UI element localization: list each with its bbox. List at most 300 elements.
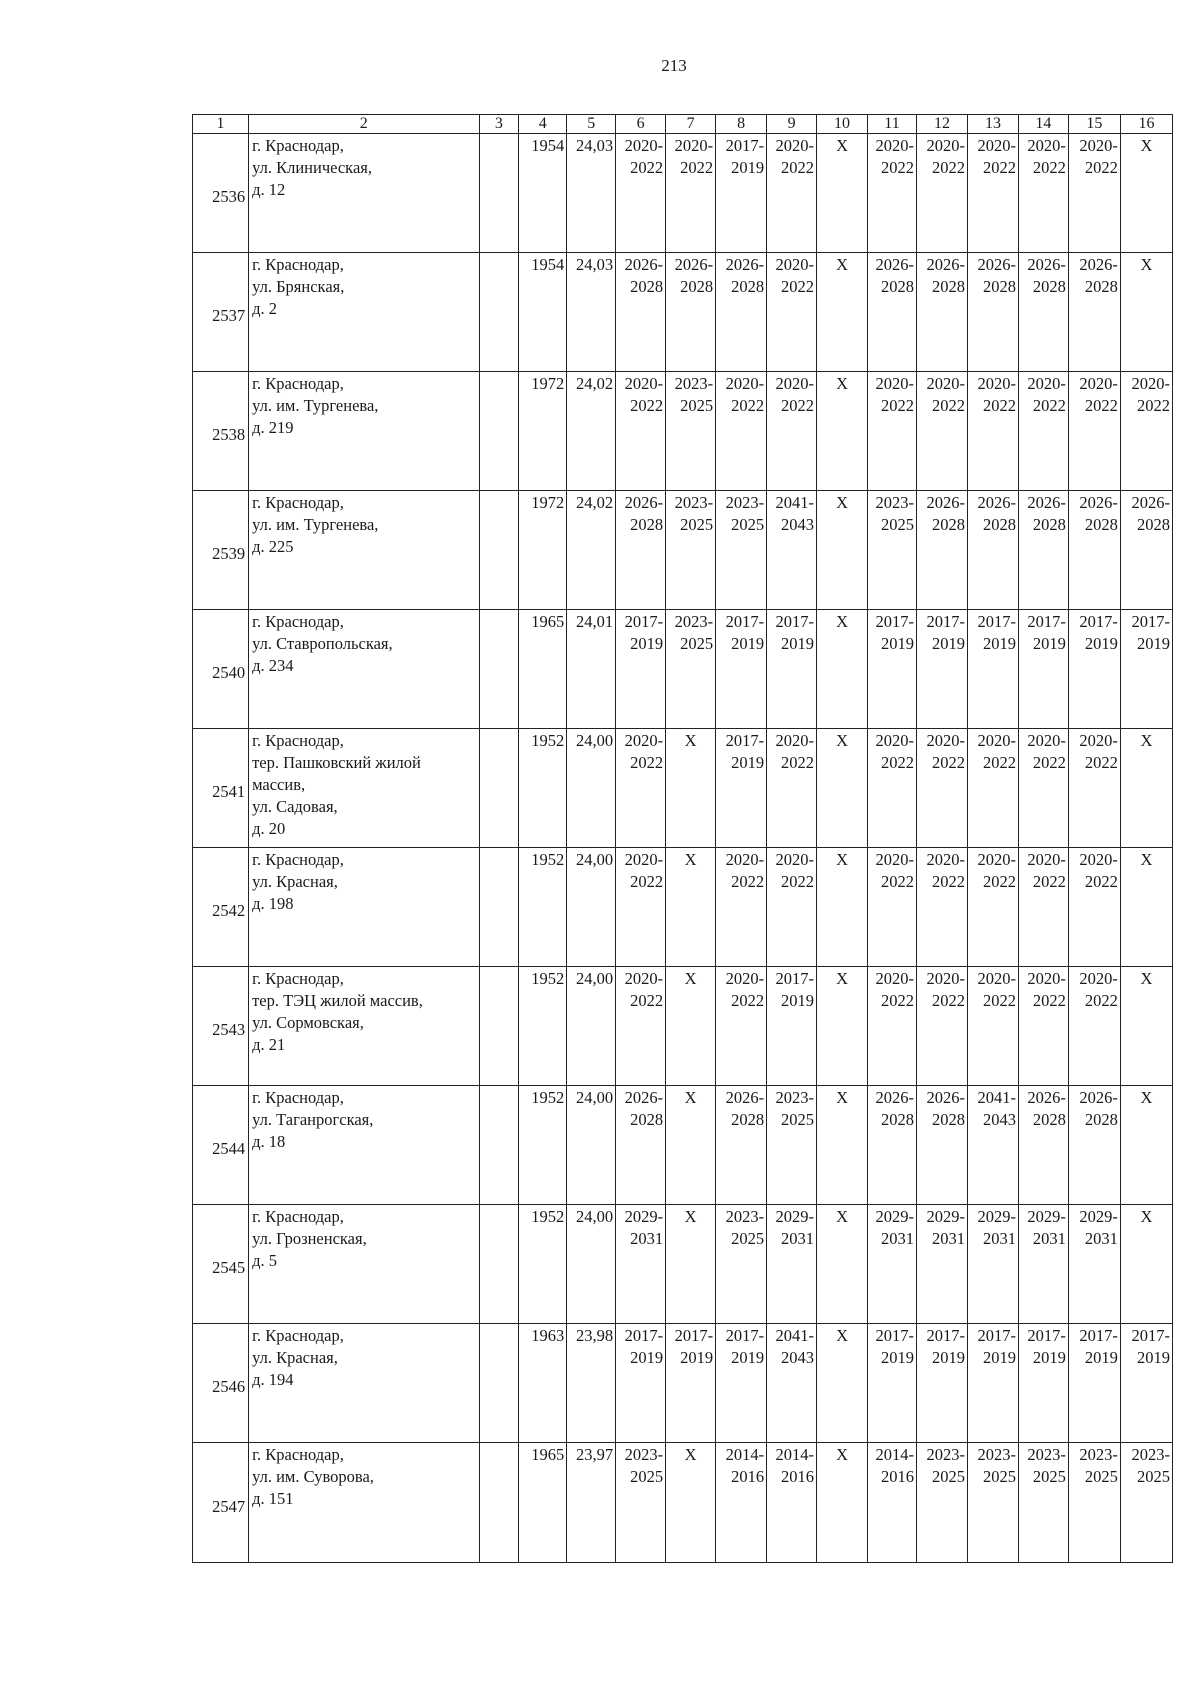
period-cell <box>916 491 967 610</box>
row-number-cell <box>193 1086 249 1205</box>
period-cell <box>1018 1086 1068 1205</box>
period-cell-text: 2020- 2022 <box>624 850 664 891</box>
row-number-cell-text: 2547 <box>212 1496 246 1516</box>
period-cell-text: 2023- 2025 <box>624 1445 664 1486</box>
period-cell <box>868 967 917 1086</box>
period-cell-text: Х <box>1140 731 1153 750</box>
year-cell-text: 1952 <box>531 969 565 988</box>
year-cell-text: 1952 <box>531 850 565 869</box>
period-cell-text: 2020- 2022 <box>725 969 765 1010</box>
period-cell <box>716 1324 767 1443</box>
period-cell-text: 2020- 2022 <box>926 136 965 177</box>
period-cell <box>868 1205 917 1324</box>
period-cell-text: 2020- 2022 <box>775 136 815 177</box>
period-cell-text: 2023- 2025 <box>674 493 714 534</box>
period-cell-text: 2029- 2031 <box>1027 1207 1066 1248</box>
period-cell-text: Х <box>1140 1088 1153 1107</box>
header-cell: 3 <box>479 115 519 134</box>
header-cell: 7 <box>666 115 716 134</box>
year-cell <box>519 1205 567 1324</box>
period-cell <box>1120 729 1172 848</box>
row-number-cell <box>193 253 249 372</box>
period-cell-text: Х <box>836 731 848 750</box>
period-cell-text: 2020- 2022 <box>875 850 914 891</box>
period-cell-text: 2017- 2019 <box>1079 612 1118 653</box>
year-cell-text: 1952 <box>531 1207 565 1226</box>
period-cell-text: 2020- 2022 <box>875 136 914 177</box>
period-cell <box>716 1086 767 1205</box>
period-cell-text: 2026- 2028 <box>875 255 914 296</box>
period-cell-text: 2020- 2022 <box>1079 374 1118 415</box>
period-cell-text: Х <box>1140 850 1153 869</box>
address-cell-text: г. Краснодар, ул. им. Суворова, д. 151 <box>252 1445 374 1508</box>
period-cell-text: 2029- 2031 <box>775 1207 815 1248</box>
period-cell-text: 2020- 2022 <box>775 374 815 415</box>
period-cell <box>1018 610 1068 729</box>
period-cell-text: 2020- 2022 <box>1027 969 1066 1010</box>
period-cell-text: 2023- 2025 <box>1079 1445 1118 1486</box>
row-number-cell-text: 2544 <box>212 1139 246 1158</box>
period-cell <box>817 610 868 729</box>
period-cell-text: 2026- 2028 <box>926 255 965 296</box>
period-cell <box>716 372 767 491</box>
address-cell <box>249 253 479 372</box>
period-cell <box>1068 372 1120 491</box>
period-cell-text: 2026- 2028 <box>1027 493 1066 534</box>
period-cell <box>616 610 666 729</box>
period-cell-text: 2026- 2028 <box>1027 255 1066 296</box>
value-cell <box>567 134 616 253</box>
value-cell <box>567 729 616 848</box>
period-cell-text: 2041- 2043 <box>977 1088 1016 1129</box>
period-cell <box>616 848 666 967</box>
table-row <box>193 1086 1173 1205</box>
period-cell-text: 2029- 2031 <box>1079 1207 1118 1248</box>
value-cell <box>567 1443 616 1563</box>
period-cell-text: 2017- 2019 <box>926 1326 965 1367</box>
period-cell <box>666 610 716 729</box>
period-cell-text: 2020- 2022 <box>1027 374 1066 415</box>
period-cell <box>1068 610 1120 729</box>
period-cell-text: 2017- 2019 <box>775 969 815 1010</box>
period-cell-text: 2023- 2025 <box>674 612 714 653</box>
period-cell <box>1068 1443 1120 1563</box>
period-cell-text: 2020- 2022 <box>1027 850 1066 891</box>
row-number-cell-text: 2536 <box>212 187 246 206</box>
period-cell <box>1120 848 1172 967</box>
period-cell-text: 2026- 2028 <box>1079 1088 1118 1129</box>
period-cell <box>916 1324 967 1443</box>
period-cell-text: 2020- 2022 <box>624 374 664 415</box>
header-cell: 4 <box>519 115 567 134</box>
period-cell <box>666 1324 716 1443</box>
header-cell: 11 <box>868 115 917 134</box>
period-cell-text: 2017- 2019 <box>1027 1326 1066 1367</box>
period-cell-text: Х <box>1140 255 1153 274</box>
period-cell <box>817 491 868 610</box>
period-cell <box>868 1086 917 1205</box>
period-cell-text: 2026- 2028 <box>1079 493 1118 534</box>
year-cell <box>519 1443 567 1563</box>
address-cell <box>249 967 479 1086</box>
period-cell <box>666 729 716 848</box>
period-cell-text: 2020- 2022 <box>725 374 765 415</box>
period-cell-text: 2023- 2025 <box>977 1445 1016 1486</box>
period-cell <box>1068 134 1120 253</box>
period-cell <box>767 610 817 729</box>
period-cell-text: 2023- 2025 <box>1027 1445 1066 1486</box>
value-cell-text: 24,00 <box>576 1207 614 1226</box>
address-cell <box>249 491 479 610</box>
period-cell-text: Х <box>836 1088 848 1107</box>
period-cell <box>967 134 1018 253</box>
period-cell-text: 2020- 2022 <box>1079 136 1118 177</box>
period-cell <box>916 848 967 967</box>
period-cell <box>1018 1324 1068 1443</box>
table-row <box>193 134 1173 253</box>
period-cell-text: 2017- 2019 <box>725 731 765 772</box>
value-cell-text: 24,00 <box>576 1088 614 1107</box>
table-row <box>193 967 1173 1086</box>
period-cell <box>1120 1324 1172 1443</box>
period-cell-text: Х <box>836 374 848 393</box>
period-cell <box>1068 1086 1120 1205</box>
address-cell-text: г. Краснодар, ул. Таганрогская, д. 18 <box>252 1088 374 1151</box>
value-cell-text: 24,03 <box>576 136 614 155</box>
period-cell <box>967 848 1018 967</box>
column-3-cell <box>479 610 519 729</box>
row-number-cell <box>193 848 249 967</box>
period-cell-text: 2020- 2022 <box>624 136 664 177</box>
row-number-cell-text: 2539 <box>212 544 246 563</box>
address-cell <box>249 729 479 848</box>
period-cell-text: 2026- 2028 <box>875 1088 914 1129</box>
period-cell-text: 2020- 2022 <box>725 850 765 891</box>
period-cell <box>666 134 716 253</box>
year-cell <box>519 134 567 253</box>
period-cell-text: 2020- 2022 <box>926 731 965 772</box>
value-cell-text: 24,00 <box>576 731 614 750</box>
row-number-cell-text: 2540 <box>212 663 246 682</box>
period-cell-text: 2020- 2022 <box>1079 850 1118 891</box>
header-cell: 10 <box>817 115 868 134</box>
period-cell-text: 2017- 2019 <box>977 1326 1016 1367</box>
period-cell-text: 2026- 2028 <box>926 493 965 534</box>
period-cell <box>817 729 868 848</box>
period-cell-text: 2017- 2019 <box>1079 1326 1118 1367</box>
year-cell-text: 1965 <box>531 612 565 631</box>
period-cell <box>1068 848 1120 967</box>
period-cell <box>716 1205 767 1324</box>
period-cell <box>716 253 767 372</box>
period-cell <box>1018 491 1068 610</box>
period-cell <box>767 848 817 967</box>
page-number: 213 <box>661 56 687 75</box>
period-cell-text: 2020- 2022 <box>926 969 965 1010</box>
period-cell-text: 2029- 2031 <box>977 1207 1016 1248</box>
period-cell-text: 2023- 2025 <box>775 1088 815 1129</box>
period-cell <box>967 1205 1018 1324</box>
year-cell-text: 1952 <box>531 1088 565 1107</box>
period-cell <box>666 372 716 491</box>
column-3-cell <box>479 253 519 372</box>
period-cell-text: 2023- 2025 <box>725 493 765 534</box>
period-cell <box>767 1086 817 1205</box>
period-cell <box>767 967 817 1086</box>
value-cell-text: 24,03 <box>576 255 614 274</box>
period-cell <box>616 1086 666 1205</box>
period-cell <box>616 1205 666 1324</box>
year-cell <box>519 610 567 729</box>
period-cell <box>967 372 1018 491</box>
period-cell-text: 2014- 2016 <box>725 1445 765 1486</box>
value-cell <box>567 1205 616 1324</box>
address-cell-text: г. Краснодар, ул. Брянская, д. 2 <box>252 255 345 318</box>
column-3-cell <box>479 491 519 610</box>
period-cell <box>767 134 817 253</box>
row-number-cell-text: 2538 <box>212 425 246 444</box>
address-cell-text: г. Краснодар, тер. ТЭЦ жилой массив, ул. Сормовская, д. 21 <box>252 969 423 1054</box>
period-cell-text: 2020- 2022 <box>977 136 1016 177</box>
period-cell <box>1120 253 1172 372</box>
year-cell-text: 1952 <box>531 731 565 750</box>
year-cell <box>519 967 567 1086</box>
period-cell <box>817 372 868 491</box>
period-cell-text: 2020- 2022 <box>1079 969 1118 1010</box>
period-cell-text: 2017- 2019 <box>624 1326 664 1367</box>
row-number-cell-text: 2543 <box>212 1020 246 1039</box>
period-cell-text: Х <box>1140 1207 1153 1226</box>
period-cell <box>616 967 666 1086</box>
period-cell <box>916 134 967 253</box>
address-cell-text: г. Краснодар, ул. Красная, д. 198 <box>252 850 344 913</box>
period-cell-text: 2026- 2028 <box>624 1088 664 1129</box>
address-cell-text: г. Краснодар, ул. им. Тургенева, д. 225 <box>252 493 379 556</box>
period-cell <box>616 1324 666 1443</box>
address-cell <box>249 1205 479 1324</box>
period-cell <box>716 729 767 848</box>
period-cell-text: 2026- 2028 <box>977 255 1016 296</box>
period-cell-text: 2029- 2031 <box>624 1207 664 1248</box>
period-cell-text: Х <box>1140 136 1153 155</box>
table-row <box>193 1205 1173 1324</box>
header-cell: 16 <box>1120 115 1172 134</box>
period-cell <box>1018 967 1068 1086</box>
header-cell: 9 <box>767 115 817 134</box>
period-cell-text: 2017- 2019 <box>1131 612 1170 653</box>
value-cell <box>567 491 616 610</box>
address-cell-text: г. Краснодар, ул. Ставропольская, д. 234 <box>252 612 393 675</box>
period-cell <box>1120 134 1172 253</box>
period-cell <box>616 729 666 848</box>
period-cell <box>1120 610 1172 729</box>
address-cell <box>249 134 479 253</box>
period-cell <box>666 967 716 1086</box>
row-number-cell <box>193 1443 249 1563</box>
period-cell <box>767 372 817 491</box>
period-cell-text: Х <box>684 731 697 750</box>
value-cell-text: 23,97 <box>576 1445 614 1464</box>
period-cell <box>916 1086 967 1205</box>
header-cell: 5 <box>567 115 616 134</box>
address-cell-text: г. Краснодар, ул. Красная, д. 194 <box>252 1326 344 1389</box>
header-cell: 14 <box>1018 115 1068 134</box>
period-cell-text: 2020- 2022 <box>875 731 914 772</box>
period-cell <box>1120 1086 1172 1205</box>
period-cell-text: Х <box>836 255 848 274</box>
period-cell <box>716 491 767 610</box>
year-cell <box>519 1324 567 1443</box>
column-3-cell <box>479 967 519 1086</box>
row-number-cell <box>193 610 249 729</box>
period-cell-text: 2020- 2022 <box>977 969 1016 1010</box>
period-cell-text: 2020- 2022 <box>1131 374 1170 415</box>
period-cell-text: 2026- 2028 <box>977 493 1016 534</box>
period-cell <box>817 1086 868 1205</box>
period-cell <box>666 491 716 610</box>
period-cell-text: 2041- 2043 <box>775 1326 815 1367</box>
row-number-cell-text: 2537 <box>212 306 246 325</box>
period-cell-text: 2017- 2019 <box>725 1326 765 1367</box>
year-cell-text: 1965 <box>531 1445 565 1464</box>
period-cell <box>967 1086 1018 1205</box>
period-cell-text: Х <box>836 493 848 512</box>
period-cell-text: 2017- 2019 <box>775 612 815 653</box>
period-cell <box>967 491 1018 610</box>
period-cell <box>868 1443 917 1563</box>
period-cell <box>916 253 967 372</box>
period-cell <box>1120 491 1172 610</box>
value-cell <box>567 1086 616 1205</box>
period-cell-text: 2026- 2028 <box>1027 1088 1066 1129</box>
period-cell <box>666 253 716 372</box>
address-cell <box>249 372 479 491</box>
year-cell <box>519 372 567 491</box>
table-row <box>193 253 1173 372</box>
header-cell: 2 <box>249 115 479 134</box>
value-cell-text: 24,02 <box>576 374 614 393</box>
period-cell-text: 2017- 2019 <box>875 612 914 653</box>
period-cell <box>616 491 666 610</box>
period-cell <box>916 967 967 1086</box>
address-cell <box>249 610 479 729</box>
period-cell <box>1018 1205 1068 1324</box>
period-cell <box>1068 491 1120 610</box>
period-cell-text: Х <box>684 850 697 869</box>
column-3-cell <box>479 1443 519 1563</box>
period-cell-text: 2020- 2022 <box>977 731 1016 772</box>
period-cell-text: 2026- 2028 <box>1131 493 1170 534</box>
header-cell: 12 <box>916 115 967 134</box>
year-cell <box>519 253 567 372</box>
period-cell <box>817 1205 868 1324</box>
period-cell <box>817 253 868 372</box>
period-cell <box>1120 1443 1172 1563</box>
period-cell-text: 2017- 2019 <box>624 612 664 653</box>
period-cell <box>967 729 1018 848</box>
period-cell-text: 2026- 2028 <box>725 1088 765 1129</box>
period-cell <box>916 610 967 729</box>
period-cell <box>1068 967 1120 1086</box>
period-cell-text: Х <box>836 1326 848 1345</box>
period-cell-text: 2026- 2028 <box>1079 255 1118 296</box>
period-cell <box>1018 372 1068 491</box>
period-cell-text: Х <box>836 136 848 155</box>
period-cell <box>967 1324 1018 1443</box>
address-cell <box>249 848 479 967</box>
period-cell <box>817 967 868 1086</box>
period-cell-text: 2020- 2022 <box>775 850 815 891</box>
column-3-cell <box>479 1086 519 1205</box>
value-cell-text: 24,02 <box>576 493 614 512</box>
row-number-cell-text: 2542 <box>212 901 246 920</box>
period-cell <box>916 1443 967 1563</box>
period-cell <box>1018 729 1068 848</box>
period-cell-text: 2017- 2019 <box>977 612 1016 653</box>
year-cell-text: 1954 <box>531 255 565 274</box>
period-cell-text: Х <box>836 969 848 988</box>
period-cell-text: Х <box>684 1088 697 1107</box>
header-cell: 15 <box>1068 115 1120 134</box>
row-number-cell <box>193 491 249 610</box>
period-cell <box>967 610 1018 729</box>
period-cell <box>868 1324 917 1443</box>
period-cell-text: 2029- 2031 <box>875 1207 914 1248</box>
period-cell-text: 2020- 2022 <box>624 969 664 1010</box>
row-number-cell-text: 2541 <box>212 782 246 801</box>
period-cell-text: 2023- 2025 <box>1131 1445 1170 1486</box>
period-cell <box>1018 1443 1068 1563</box>
value-cell-text: 24,01 <box>576 612 614 631</box>
period-cell <box>817 848 868 967</box>
period-cell-text: 2026- 2028 <box>926 1088 965 1129</box>
address-cell-text: г. Краснодар, ул. Грозненская, д. 5 <box>252 1207 367 1270</box>
year-cell-text: 1963 <box>531 1326 565 1345</box>
address-cell <box>249 1443 479 1563</box>
address-cell <box>249 1086 479 1205</box>
period-cell-text: 2023- 2025 <box>926 1445 965 1486</box>
period-cell <box>767 253 817 372</box>
row-number-cell <box>193 967 249 1086</box>
period-cell-text: 2014- 2016 <box>775 1445 815 1486</box>
year-cell-text: 1954 <box>531 136 565 155</box>
period-cell-text: 2020- 2022 <box>926 850 965 891</box>
period-cell <box>767 1443 817 1563</box>
period-cell <box>1068 1324 1120 1443</box>
year-cell <box>519 1086 567 1205</box>
period-cell <box>1068 729 1120 848</box>
period-cell-text: 2020- 2022 <box>1027 731 1066 772</box>
period-cell-text: 2026- 2028 <box>624 255 664 296</box>
period-cell <box>967 967 1018 1086</box>
column-3-cell <box>479 1324 519 1443</box>
period-cell <box>666 848 716 967</box>
header-cell: 8 <box>716 115 767 134</box>
year-cell <box>519 729 567 848</box>
row-number-cell <box>193 1324 249 1443</box>
period-cell <box>967 253 1018 372</box>
period-cell <box>616 253 666 372</box>
address-cell-text: г. Краснодар, ул. Клиническая, д. 12 <box>252 136 372 199</box>
row-number-cell <box>193 134 249 253</box>
period-cell-text: 2041- 2043 <box>775 493 815 534</box>
table-row <box>193 491 1173 610</box>
period-cell <box>817 134 868 253</box>
period-cell <box>916 372 967 491</box>
period-cell-text: 2023- 2025 <box>875 493 914 534</box>
header-cell: 6 <box>616 115 666 134</box>
period-cell <box>1068 253 1120 372</box>
